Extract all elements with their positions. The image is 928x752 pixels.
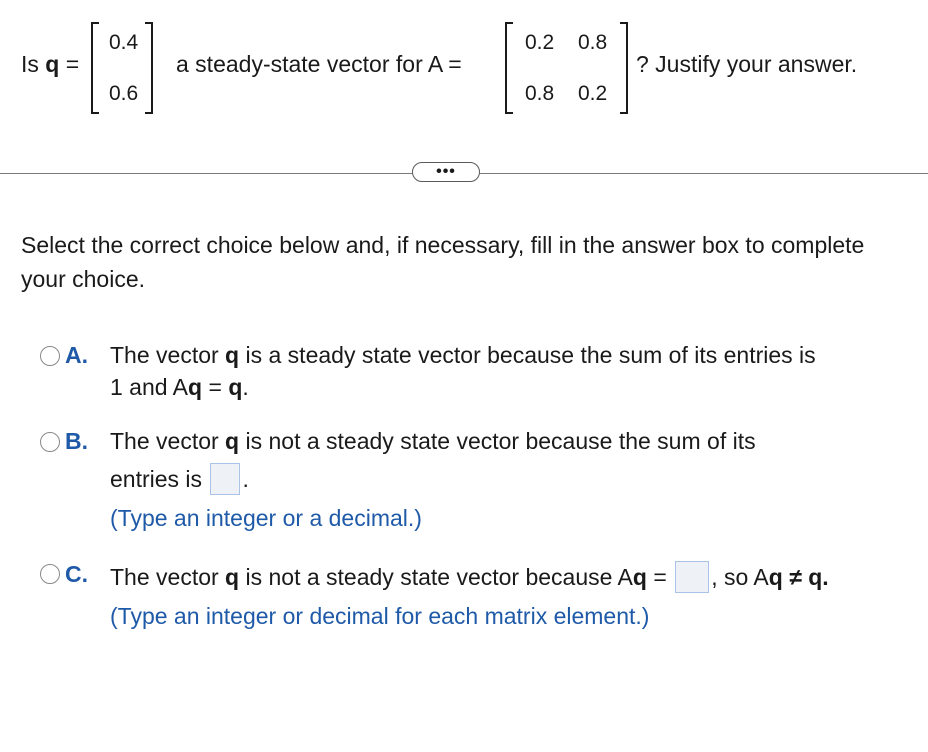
option-b-hint: (Type an integer or a decimal.) (110, 505, 422, 531)
vector-q-matrix (91, 22, 153, 114)
option-c-radio[interactable] (40, 564, 60, 584)
question-prefix (21, 50, 79, 78)
question-is: Is (21, 51, 39, 77)
option-b-line-2: entries is . (110, 465, 249, 497)
option-a-line-1[interactable]: The vector q is a steady state vector because the sum of its entries is (110, 342, 816, 368)
option-b-answer-box[interactable] (210, 463, 240, 495)
question-middle-text: a steady-state vector for A = (176, 51, 462, 77)
option-a-letter[interactable]: A. (65, 342, 88, 368)
vector-q-entry-1: 0.4 (109, 31, 139, 54)
vector-q-entry-2: 0.6 (109, 82, 139, 105)
option-c-hint: (Type an integer or decimal for each matrix element.) (110, 603, 650, 629)
question-q-symbol: q (45, 51, 60, 77)
option-a-line-2[interactable]: 1 and Aq = q. (110, 374, 249, 400)
option-c-answer-box[interactable] (675, 561, 709, 593)
matrix-a (505, 22, 628, 114)
option-c-line-1[interactable]: The vector q is not a steady state vector because Aq = , so Aq ≠ q. (110, 563, 829, 595)
more-options-button[interactable]: ••• (412, 162, 480, 182)
matrix-a-r1c2: 0.8 (578, 31, 608, 54)
option-b-line-1[interactable]: The vector q is not a steady state vector because the sum of its (110, 428, 756, 454)
matrix-a-r1c1: 0.2 (525, 31, 555, 54)
option-c-letter[interactable]: C. (65, 561, 88, 587)
option-a-radio[interactable] (40, 346, 60, 366)
question-suffix: ? Justify your answer. (636, 51, 858, 77)
option-b-radio[interactable] (40, 432, 60, 452)
instruction-text: Select the correct choice below and, if necessary, fill in the answer box to complete your choice. (21, 232, 865, 292)
matrix-a-r2c2: 0.2 (578, 82, 608, 105)
matrix-a-r2c1: 0.8 (525, 82, 555, 105)
option-b-letter[interactable]: B. (65, 428, 88, 454)
question-equals: = (65, 51, 80, 77)
